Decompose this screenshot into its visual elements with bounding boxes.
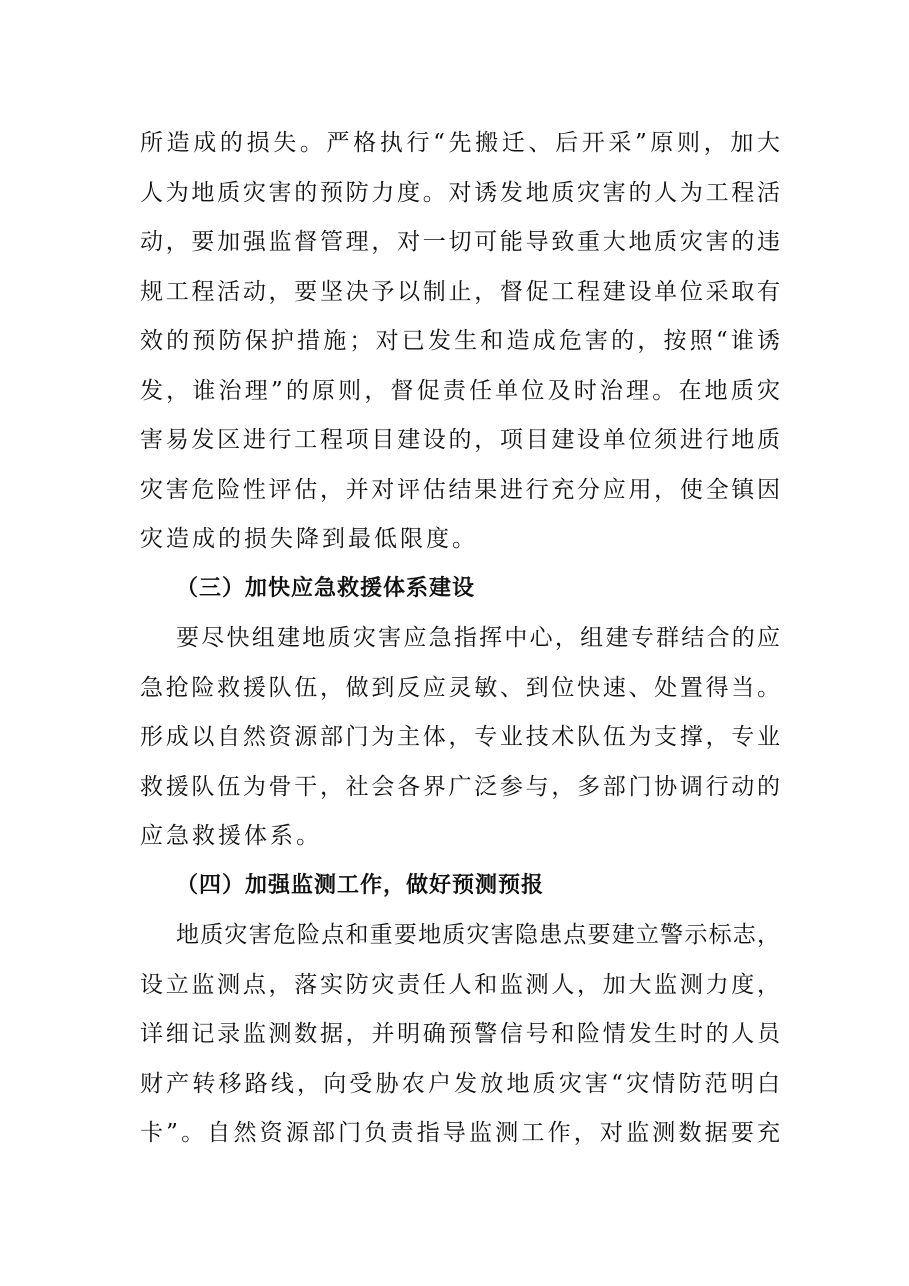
paragraph-line: 灾害危险性评估，并对评估结果进行充分应用，使全镇因 bbox=[140, 477, 780, 503]
paragraph-line: 要尽快组建地质灾害应急指挥中心，组建专群结合的应 bbox=[176, 625, 780, 651]
paragraph-line: 救援队伍为骨干，社会各界广泛参与，多部门协调行动的 bbox=[140, 774, 780, 800]
paragraph-line: 人为地质灾害的预防力度。对诱发地质灾害的人为工程活 bbox=[140, 180, 780, 206]
paragraph-line: 卡”。自然资源部门负责指导监测工作，对监测数据要充 bbox=[140, 1120, 780, 1146]
paragraph-line: 形成以自然资源部门为主体，专业技术队伍为支撑，专业 bbox=[140, 724, 780, 750]
paragraph-line: 财产转移路线，向受胁农户发放地质灾害“灾情防范明白 bbox=[140, 1071, 780, 1097]
paragraph-line: 效的预防保护措施；对已发生和造成危害的，按照“谁诱 bbox=[140, 328, 780, 354]
paragraph-line: 发，谁治理”的原则，督促责任单位及时治理。在地质灾 bbox=[140, 378, 780, 404]
paragraph-line: 应急救援体系。 bbox=[140, 823, 322, 849]
paragraph-line: 设立监测点，落实防灾责任人和监测人，加大监测力度， bbox=[140, 972, 780, 998]
paragraph-line: 动，要加强监督管理，对一切可能导致重大地质灾害的违 bbox=[140, 229, 780, 255]
paragraph-line: 灾造成的损失降到最低限度。 bbox=[140, 526, 478, 552]
section-heading-4: （四）加强监测工作，做好预测预报 bbox=[176, 873, 545, 898]
paragraph-line: 地质灾害危险点和重要地质灾害隐患点要建立警示标志， bbox=[176, 922, 780, 948]
paragraph-line: 急抢险救援队伍，做到反应灵敏、到位快速、处置得当。 bbox=[140, 675, 780, 701]
paragraph-line: 规工程活动，要坚决予以制止，督促工程建设单位采取有 bbox=[140, 279, 780, 305]
paragraph-line: 害易发区进行工程项目建设的，项目建设单位须进行地质 bbox=[140, 427, 780, 453]
section-heading-3: （三）加快应急救援体系建设 bbox=[176, 576, 476, 601]
paragraph-line: 所造成的损失。严格执行“先搬迁、后开采”原则，加大 bbox=[140, 130, 780, 156]
paragraph-line: 详细记录监测数据，并明确预警信号和险情发生时的人员 bbox=[140, 1021, 780, 1047]
